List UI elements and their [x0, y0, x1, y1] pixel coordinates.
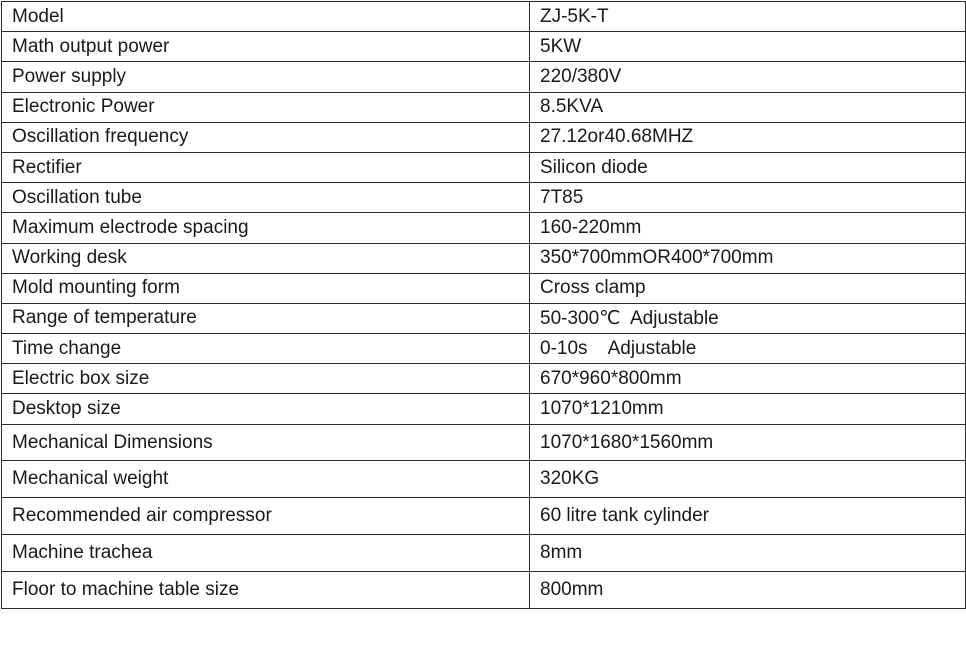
table-row: [2, 243, 966, 273]
spec-value: Silicon diode: [530, 152, 966, 182]
table-row: [2, 424, 966, 461]
spec-label: Model: [2, 2, 530, 32]
table-row: [2, 364, 966, 394]
table-row: [2, 32, 966, 62]
table-row: [2, 394, 966, 424]
table-row: [2, 62, 966, 92]
spec-value: 1070*1680*1560mm: [530, 424, 966, 461]
table-row: [2, 183, 966, 213]
table-row: [2, 334, 966, 364]
spec-value: 0-10s Adjustable: [530, 334, 966, 364]
spec-value: 50-300℃ Adjustable: [530, 303, 966, 333]
spec-label: Oscillation frequency: [2, 122, 530, 152]
spec-value: Cross clamp: [530, 273, 966, 303]
spec-value: 27.12or40.68MHZ: [530, 122, 966, 152]
table-row: [2, 303, 966, 333]
spec-label: Electric box size: [2, 364, 530, 394]
spec-label: Recommended air compressor: [2, 498, 530, 535]
spec-label: Oscillation tube: [2, 183, 530, 213]
spec-label: Desktop size: [2, 394, 530, 424]
spec-value: 7T85: [530, 183, 966, 213]
spec-value: 320KG: [530, 461, 966, 498]
spec-label: Floor to machine table size: [2, 571, 530, 608]
spec-value: 5KW: [530, 32, 966, 62]
table-row: [2, 498, 966, 535]
spec-label: Mechanical weight: [2, 461, 530, 498]
spec-label: Mechanical Dimensions: [2, 424, 530, 461]
spec-label: Maximum electrode spacing: [2, 213, 530, 243]
spec-value: 60 litre tank cylinder: [530, 498, 966, 535]
spec-label: Rectifier: [2, 152, 530, 182]
spec-value: 800mm: [530, 571, 966, 608]
spec-label: Power supply: [2, 62, 530, 92]
table-row: [2, 152, 966, 182]
table-row: [2, 571, 966, 608]
table-row: [2, 213, 966, 243]
spec-label: Electronic Power: [2, 92, 530, 122]
spec-label: Range of temperature: [2, 303, 530, 333]
spec-label: Working desk: [2, 243, 530, 273]
spec-value: 8mm: [530, 535, 966, 572]
spec-value: 350*700mmOR400*700mm: [530, 243, 966, 273]
spec-value: ZJ-5K-T: [530, 2, 966, 32]
table-row: [2, 461, 966, 498]
spec-value: 220/380V: [530, 62, 966, 92]
spec-value: 1070*1210mm: [530, 394, 966, 424]
spec-label: Machine trachea: [2, 535, 530, 572]
table-row: [2, 273, 966, 303]
spec-label: Time change: [2, 334, 530, 364]
spec-value: 160-220mm: [530, 213, 966, 243]
spec-value: 8.5KVA: [530, 92, 966, 122]
spec-value: 670*960*800mm: [530, 364, 966, 394]
table-row: [2, 122, 966, 152]
table-row: [2, 535, 966, 572]
spec-label: Mold mounting form: [2, 273, 530, 303]
spec-table: [1, 1, 966, 609]
table-row: [2, 92, 966, 122]
table-row: [2, 2, 966, 32]
spec-label: Math output power: [2, 32, 530, 62]
